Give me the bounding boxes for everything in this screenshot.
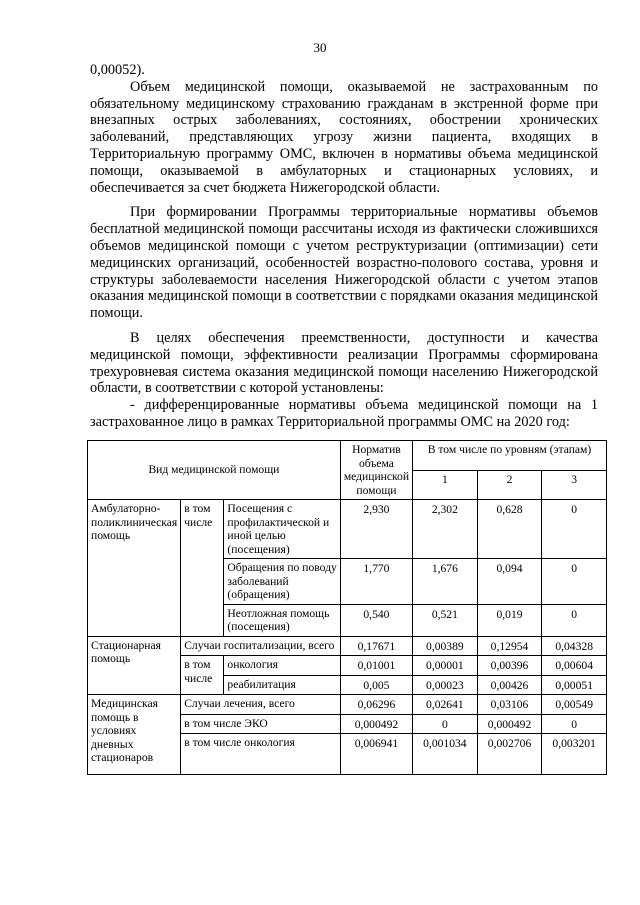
- cell-level-2: 0,12954: [477, 636, 542, 656]
- group-day-stationary: Медицинская помощь в условиях дневных стационаров: [88, 695, 181, 775]
- cell-level-1: 0,00023: [413, 675, 478, 695]
- paragraph: Объем медицинской помощи, оказываемой не застрахованным по обязательному медицинскому страхованию гражданам в экстренной форме при внезапных острых заболеваниях, состояниях, обострении хронических заболеваний, представляющих угрозу жизни пациента, входящих в Территориальную программу ОМС, включен в нормативы объема медицинской помощи, оказываемой в амбулаторных и стационарных условиях, и обеспечивается за счет бюджета Нижегородской области.: [90, 78, 598, 196]
- header-levels: В том числе по уровням (этапам): [413, 441, 607, 471]
- cell-level-3: 0,00549: [542, 695, 607, 715]
- cell-level-3: 0,00051: [542, 675, 607, 695]
- row-label: реабилитация: [224, 675, 340, 695]
- group-ambulatory: Амбулаторно-поликлиническая помощь: [88, 500, 181, 637]
- cell-level-1: 0,521: [413, 604, 478, 636]
- cell-level-2: 0,000492: [477, 714, 542, 734]
- cell-level-2: 0,03106: [477, 695, 542, 715]
- cell-level-1: 1,676: [413, 559, 478, 605]
- table-header-row: [88, 441, 607, 471]
- row-label: Случаи госпитализации, всего: [181, 636, 341, 656]
- cell-level-1: 0,00001: [413, 656, 478, 676]
- cell-level-2: 0,00396: [477, 656, 542, 676]
- cell-norm: 0,006941: [340, 734, 412, 775]
- cell-level-3: 0,00604: [542, 656, 607, 676]
- cell-level-2: 0,002706: [477, 734, 542, 775]
- row-label: Посещения с профилактической и иной целью (посещения): [224, 500, 340, 559]
- row-label: Обращения по поводу заболеваний (обращения): [224, 559, 340, 605]
- row-label: в том числе онкология: [181, 734, 341, 775]
- paragraph: - дифференцированные нормативы объема медицинской помощи на 1 застрахованное лицо в рамках Территориальной программы ОМС на 2020 год:: [90, 397, 598, 430]
- cell-level-2: 0,019: [477, 604, 542, 636]
- cell-level-3: 0: [542, 604, 607, 636]
- cell-level-3: 0: [542, 559, 607, 605]
- cell-level-1: 0: [413, 714, 478, 734]
- cell-level-1: 0,001034: [413, 734, 478, 775]
- row-label: Случаи лечения, всего: [181, 695, 341, 715]
- group-stationary: Стационарная помощь: [88, 636, 181, 695]
- cell-level-1: 0,00389: [413, 636, 478, 656]
- table-row: [88, 636, 607, 656]
- row-label: Неотложная помощь (посещения): [224, 604, 340, 636]
- cell-norm: 0,540: [340, 604, 412, 636]
- paragraph: При формировании Программы территориальные нормативы объемов бесплатной медицинской помощи рассчитаны исходя из фактически сложившихся объемов медицинской помощи с учетом реструктуризации (оптимизации) сети медицинских организаций, особенностей возрастно-полового состава, уровня и структуры заболеваемости населения Нижегородской области с учетом этапов оказания медицинской помощи в соответствии с порядками оказания медицинской помощи.: [90, 204, 598, 322]
- cell-norm: 1,770: [340, 559, 412, 605]
- cell-level-1: 2,302: [413, 500, 478, 559]
- incl-label: в том числе: [181, 500, 224, 637]
- cell-norm: 0,01001: [340, 656, 412, 676]
- cell-level-3: 0,003201: [542, 734, 607, 775]
- paragraph: 0,00052).: [90, 62, 145, 78]
- cell-level-2: 0,00426: [477, 675, 542, 695]
- header-kind: Вид медицинской помощи: [88, 441, 341, 500]
- cell-level-2: 0,628: [477, 500, 542, 559]
- paragraph: В целях обеспечения преемственности, доступности и качества медицинской помощи, эффективности реализации Программы сформирована трехуровневая система оказания медицинской помощи населению Нижегородской области, в соответствии с которой установлены:: [90, 329, 598, 397]
- cell-norm: 0,17671: [340, 636, 412, 656]
- cell-norm: 0,005: [340, 675, 412, 695]
- row-label: в том числе ЭКО: [181, 714, 341, 734]
- cell-level-3: 0,04328: [542, 636, 607, 656]
- header-norm: Норматив объема медицинской помощи: [340, 441, 412, 500]
- cell-norm: 0,06296: [340, 695, 412, 715]
- norms-table: [87, 440, 607, 775]
- page-number: 30: [313, 40, 327, 55]
- cell-norm: 0,000492: [340, 714, 412, 734]
- row-label: онкология: [224, 656, 340, 676]
- header-level-3: 3: [542, 470, 607, 500]
- incl-label: в том числе: [181, 656, 224, 695]
- table-row: [88, 695, 607, 715]
- cell-level-2: 0,094: [477, 559, 542, 605]
- cell-level-3: 0: [542, 500, 607, 559]
- cell-level-1: 0,02641: [413, 695, 478, 715]
- cell-level-3: 0: [542, 714, 607, 734]
- table-row: [88, 500, 607, 559]
- header-level-1: 1: [413, 470, 478, 500]
- body-text: [90, 62, 598, 431]
- cell-norm: 2,930: [340, 500, 412, 559]
- header-level-2: 2: [477, 470, 542, 500]
